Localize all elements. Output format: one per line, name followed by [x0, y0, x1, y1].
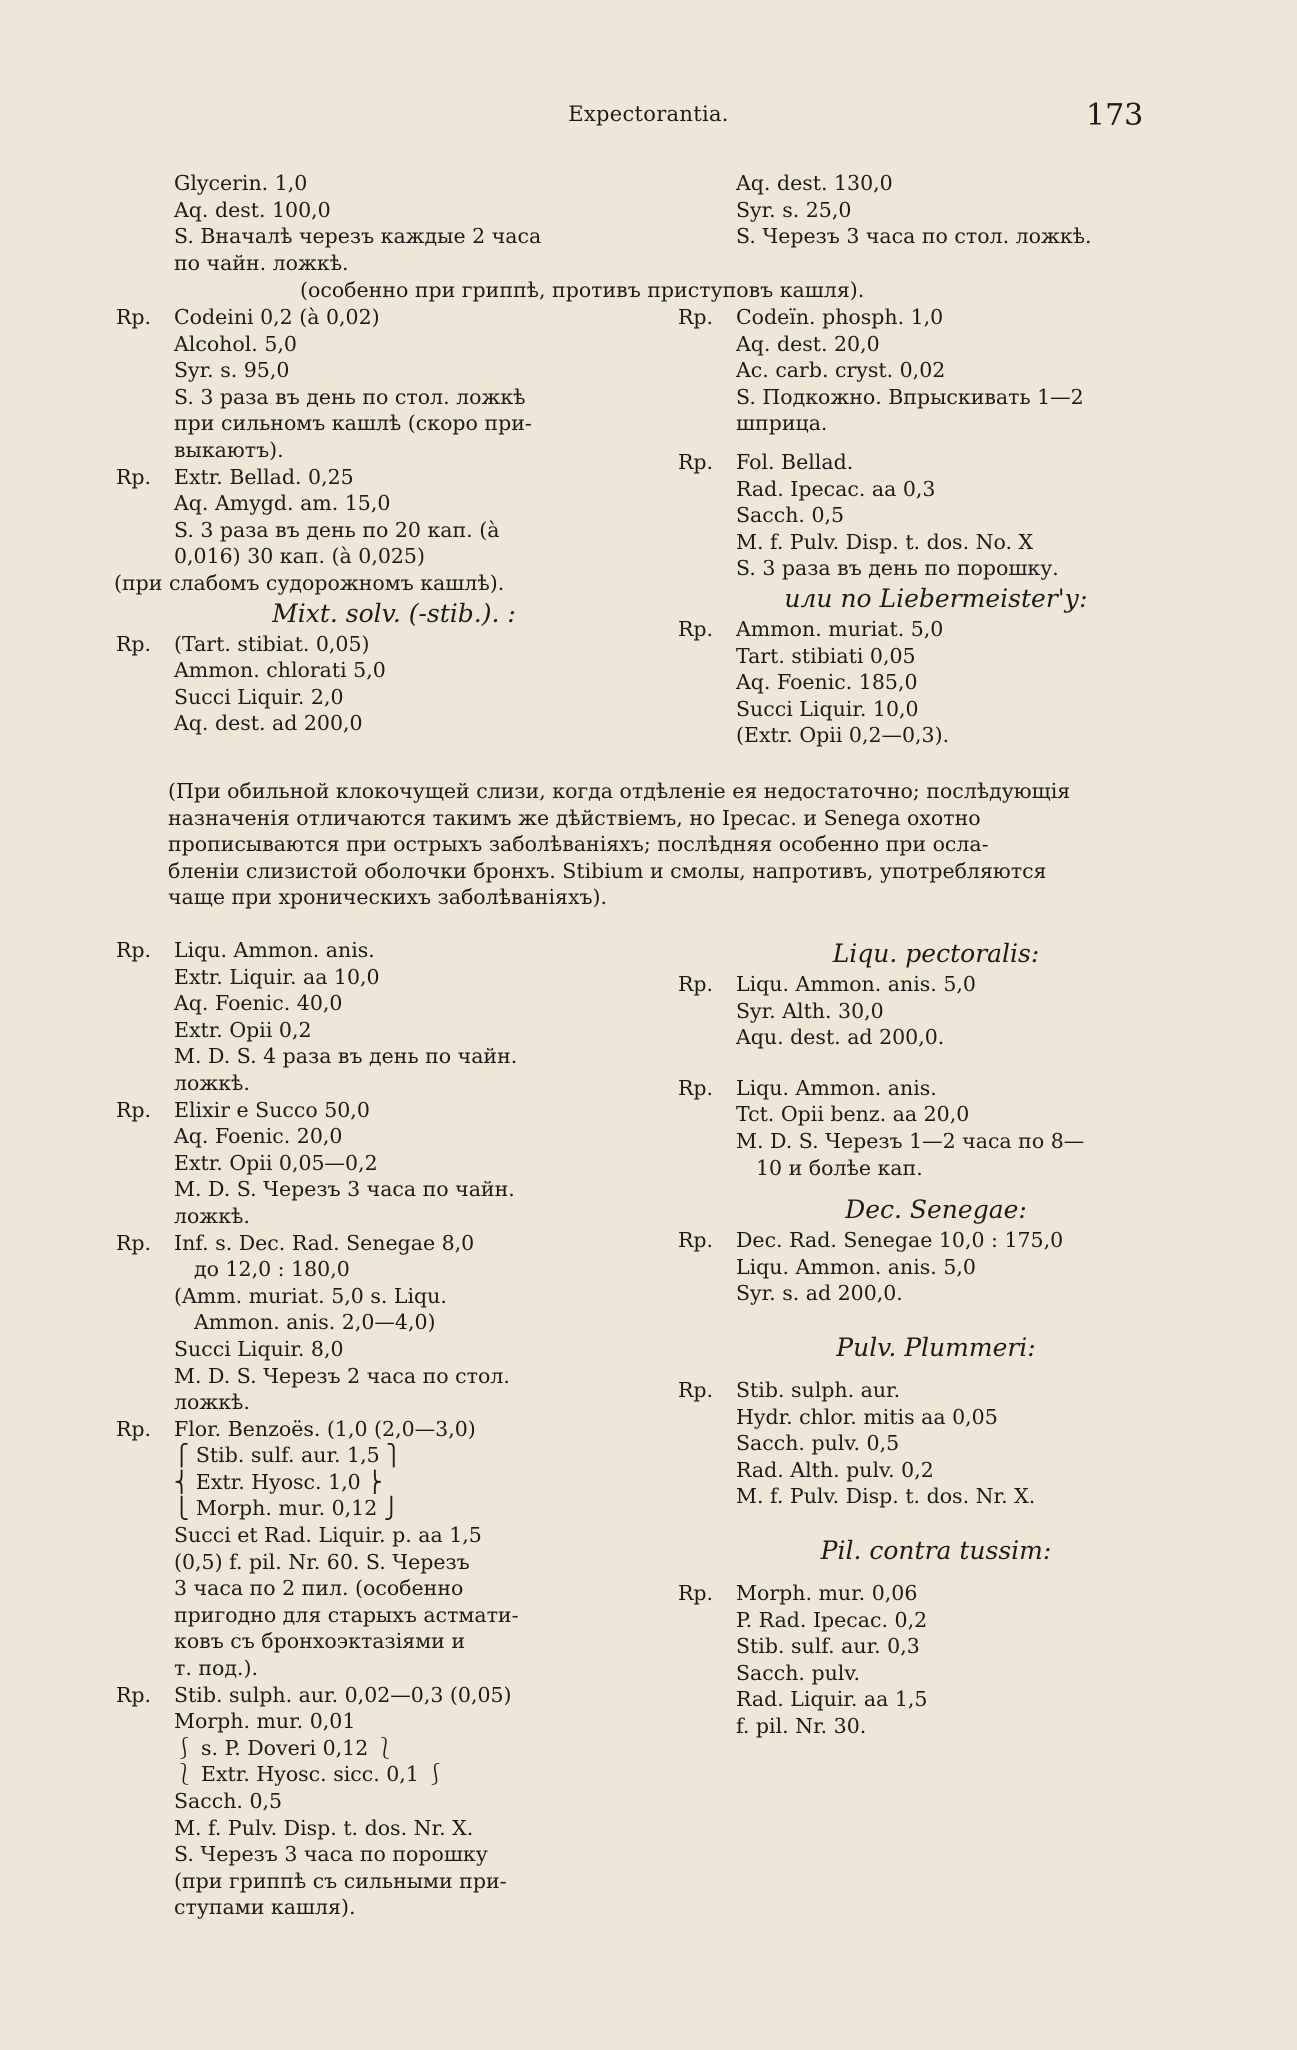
recipe-line: Succi et Rad. Liquir. p. aa 1,5 — [174, 1523, 482, 1548]
rp-label: Rp. — [678, 305, 714, 329]
recipe-line: Tct. Opii benz. aa 20,0 — [736, 1102, 970, 1127]
recipe-line: ⎨ Extr. Hyosc. 1,0 ⎬ — [174, 1469, 383, 1494]
recipe-line: Syr. s. ad 200,0. — [736, 1281, 903, 1306]
recipe-line: Syr. s. 25,0 — [736, 197, 852, 222]
recipe-text: Dec. Rad. Senegae 10,0 : 175,0 — [736, 1228, 1064, 1253]
recipe-line: M. f. Pulv. Disp. t. dos. No. X — [736, 529, 1034, 554]
recipe-line: ложкѣ. — [174, 1203, 250, 1228]
blank-spacer — [676, 1181, 1196, 1193]
recipe-text: Morph. mur. 0,06 — [736, 1580, 918, 1605]
recipe-line: ⎩ Morph. mur. 0,12 ⎭ — [174, 1496, 400, 1521]
recipe-line: т. под.). — [174, 1656, 259, 1681]
recipe-line: P. Rad. Ipecac. 0,2 — [736, 1607, 928, 1632]
blank-spacer — [676, 1510, 1196, 1522]
section-heading: Pil. contra tussim: — [820, 1535, 1052, 1565]
recipe-line: ступами кашля). — [174, 1895, 356, 1920]
recipe-line: ковъ съ бронхоэктазіями и — [174, 1629, 465, 1654]
blank-spacer — [676, 1063, 1196, 1075]
recipe-line: (Extr. Opii 0,2—0,3). — [736, 723, 950, 748]
blank-spacer — [676, 1319, 1196, 1331]
recipe-line: Sacch. pulv. 0,5 — [736, 1431, 900, 1456]
recipe-start-line — [676, 1580, 1196, 1607]
blank-spacer — [676, 1051, 1196, 1063]
recipe-line: Aq. dest. 20,0 — [736, 331, 880, 356]
recipe-line: Aqu. dest. ad 200,0. — [736, 1025, 945, 1050]
recipe-line: S. Подкожно. Впрыскивать 1—2 — [736, 384, 1084, 409]
rp-label: Rp. — [678, 972, 714, 996]
recipe-line: Aq. Foenic. 40,0 — [174, 991, 343, 1016]
recipe-line: Aq. Amygd. am. 15,0 — [174, 491, 391, 516]
recipe-line: Aq. Foenic. 185,0 — [736, 670, 918, 695]
recipe-line: выкаютъ). — [174, 437, 284, 462]
recipe-start-line — [676, 1075, 1196, 1102]
recipe-line: ложкѣ. — [174, 1390, 250, 1415]
section-heading: Liqu. pectoralis: — [832, 939, 1040, 968]
paragraph-line: бленіи слизистой оболочки бронхъ. Stibium и смолы, напротивъ, употребляются — [168, 858, 1047, 883]
rp-label: Rp. — [116, 1416, 152, 1441]
recipe-line: M. D. S. Черезъ 2 часа по стол. — [174, 1363, 510, 1388]
recipe-start-line — [114, 1682, 674, 1709]
recipe-line: S. 3 раза въ день по 20 кап. (à — [174, 517, 500, 542]
recipe-line: (Amm. muriat. 5,0 s. Liqu. — [174, 1283, 447, 1308]
rp-label: Rp. — [678, 616, 714, 641]
bottom-left-column — [114, 937, 674, 1921]
middle-left-column — [114, 304, 674, 737]
recipe-line: M. D. S. Черезъ 3 часа по чайн. — [174, 1177, 515, 1202]
recipe-text: Inf. s. Dec. Rad. Senegae 8,0 — [174, 1230, 475, 1255]
recipe-line: ⎱ Extr. Hyosc. sicc. 0,1 ⎰ — [174, 1762, 446, 1787]
section-heading: Dec. Senegae: — [845, 1195, 1027, 1225]
recipe-start-line — [676, 1227, 1196, 1254]
rp-label: Rp. — [116, 1097, 152, 1122]
bottom-right-column — [676, 937, 1196, 1739]
recipe-line: Sacch. 0,5 — [174, 1789, 283, 1813]
commentary-paragraph — [168, 778, 1070, 911]
recipe-line: Syr. Alth. 30,0 — [736, 998, 884, 1023]
section-heading: Mixt. solv. (-stib.). : — [272, 598, 516, 628]
recipe-text: Fol. Bellad. — [736, 449, 854, 474]
recipe-start-line — [114, 464, 674, 491]
recipe-line: Extr. Opii 0,2 — [174, 1017, 312, 1042]
recipe-line: Ammon. anis. 2,0—4,0) — [194, 1310, 436, 1335]
recipe-text: Ammon. muriat. 5,0 — [736, 616, 944, 641]
blank-spacer — [676, 1307, 1196, 1319]
rp-label: Rp. — [678, 1377, 714, 1402]
recipe-text: Liqu. Ammon. anis. — [736, 1075, 937, 1100]
blank-spacer — [676, 1568, 1196, 1580]
recipe-line: Alcohol. 5,0 — [174, 331, 297, 356]
recipe-line: пригодно для старыхъ астмати- — [174, 1602, 519, 1627]
recipe-start-line — [676, 304, 1196, 331]
recipe-line: 10 и болѣе кап. — [756, 1155, 923, 1180]
blank-spacer — [676, 437, 1196, 449]
middle-right-column — [676, 304, 1196, 749]
blank-spacer — [676, 1365, 1196, 1377]
recipe-line: Morph. mur. 0,01 — [174, 1709, 356, 1734]
recipe-line: (при гриппѣ съ сильными при- — [174, 1868, 507, 1893]
rp-label: Rp. — [678, 449, 714, 474]
section-heading: Pulv. Plummeri: — [836, 1332, 1036, 1362]
top-right-recipe — [676, 170, 1196, 250]
recipe-start-line — [114, 1416, 674, 1443]
rp-label: Rp. — [678, 1228, 714, 1253]
recipe-text: Liqu. Ammon. anis. 5,0 — [736, 972, 976, 996]
recipe-line: S. Черезъ 3 часа по стол. ложкѣ. — [736, 224, 1092, 249]
recipe-line: M. D. S. Черезъ 1—2 часа по 8— — [736, 1128, 1085, 1153]
recipe-line: Aq. dest. ad 200,0 — [174, 711, 363, 736]
recipe-line: S. 3 раза въ день по порошку. — [736, 556, 1059, 581]
recipe-line: M. D. S. 4 раза въ день по чайн. — [174, 1044, 518, 1069]
recipe-start-line — [676, 616, 1196, 643]
recipe-line: S. Вначалѣ черезъ каждые 2 часа — [174, 224, 542, 249]
paragraph-line: чаще при хроническихъ заболѣваніяхъ). — [168, 885, 608, 910]
recipe-start-line — [114, 937, 674, 964]
recipe-line: Extr. Liquir. aa 10,0 — [174, 964, 380, 989]
recipe-line: Ammon. chlorati 5,0 — [174, 658, 386, 683]
recipe-text: Liqu. Ammon. anis. — [174, 938, 375, 962]
rp-label: Rp. — [678, 1580, 714, 1605]
recipe-line: Succi Liquir. 10,0 — [736, 696, 919, 721]
top-left-recipe — [114, 170, 674, 276]
recipe-start-line — [114, 631, 674, 658]
recipe-line: Aq. dest. 130,0 — [736, 171, 893, 195]
recipe-start-line — [676, 1377, 1196, 1404]
recipe-line: S. Черезъ 3 часа по порошку — [174, 1842, 488, 1867]
recipe-line: Syr. s. 95,0 — [174, 358, 290, 383]
blank-spacer — [676, 1522, 1196, 1534]
recipe-text: Extr. Bellad. 0,25 — [174, 464, 354, 489]
running-header: Expectorantia. — [568, 102, 729, 126]
recipe-start-line — [114, 1230, 674, 1257]
recipe-line: Extr. Opii 0,05—0,2 — [174, 1150, 378, 1175]
recipe-line: Sacch. pulv. — [736, 1660, 861, 1685]
rp-label: Rp. — [116, 1682, 152, 1707]
recipe-text: Flor. Benzoës. (1,0 (2,0—3,0) — [174, 1416, 476, 1441]
recipe-text: Codeini 0,2 (à 0,02) — [174, 305, 380, 329]
recipe-line: Aq. dest. 100,0 — [174, 197, 331, 222]
recipe-start-line — [676, 971, 1196, 998]
recipe-text: Stib. sulph. aur. — [736, 1377, 901, 1402]
rp-label: Rp. — [116, 1230, 152, 1255]
paragraph-line: назначенія отличаются такимъ же дѣйствіемъ, но Ipecac. и Senega охотно — [168, 805, 981, 830]
note-line: (особенно при гриппѣ, противъ приступовъ кашля). — [300, 278, 865, 302]
recipe-line: S. 3 раза въ день по стол. ложкѣ — [174, 384, 526, 409]
rp-label: Rp. — [116, 631, 152, 656]
recipe-line: ⎰ s. P. Doveri 0,12 ⎱ — [174, 1735, 396, 1760]
recipe-line: по чайн. ложкѣ. — [174, 250, 349, 275]
recipe-line: Ac. carb. cryst. 0,02 — [736, 358, 946, 383]
recipe-line: M. f. Pulv. Disp. t. dos. Nr. X. — [174, 1815, 474, 1840]
page-number: 173 — [1086, 98, 1144, 133]
recipe-line: 0,016) 30 кап. (à 0,025) — [174, 544, 425, 569]
recipe-line: Succi Liquir. 2,0 — [174, 684, 344, 709]
recipe-start-line — [114, 1097, 674, 1124]
recipe-text: Elixir e Succo 50,0 — [174, 1097, 370, 1122]
recipe-line: шприца. — [736, 411, 828, 436]
top-note — [300, 277, 864, 304]
recipe-line: Stib. sulf. aur. 0,3 — [736, 1634, 920, 1659]
recipe-text: Stib. sulph. aur. 0,02—0,3 (0,05) — [174, 1682, 512, 1707]
rp-label: Rp. — [116, 938, 152, 962]
recipe-line: ложкѣ. — [174, 1070, 250, 1095]
recipe-line: Sacch. 0,5 — [736, 503, 845, 528]
rp-label: Rp. — [116, 305, 152, 329]
recipe-line: Liqu. Ammon. anis. 5,0 — [736, 1254, 976, 1279]
recipe-line: f. pil. Nr. 30. — [736, 1713, 867, 1738]
recipe-line: Aq. Foenic. 20,0 — [174, 1124, 343, 1149]
recipe-line: 3 часа по 2 пил. (особенно — [174, 1576, 464, 1601]
recipe-line: при сильномъ кашлѣ (скоро при- — [174, 411, 532, 436]
recipe-line: M. f. Pulv. Disp. t. dos. Nr. X. — [736, 1484, 1036, 1509]
recipe-line: Tart. stibiati 0,05 — [736, 643, 916, 668]
rp-label: Rp. — [678, 1075, 714, 1100]
recipe-line: Rad. Ipecac. aa 0,3 — [736, 476, 936, 501]
recipe-text: Codeïn. phosph. 1,0 — [736, 305, 944, 329]
recipe-line: Glycerin. 1,0 — [174, 171, 308, 195]
recipe-line: до 12,0 : 180,0 — [194, 1257, 350, 1282]
recipe-line: (0,5) f. pil. Nr. 60. S. Черезъ — [174, 1549, 470, 1574]
rp-label: Rp. — [116, 464, 152, 489]
recipe-start-line — [114, 304, 674, 331]
recipe-text: (Tart. stibiat. 0,05) — [174, 631, 370, 656]
recipe-line: Rad. Alth. pulv. 0,2 — [736, 1457, 934, 1482]
recipe-start-line — [676, 449, 1196, 476]
recipe-line: ⎧ Stib. sulf. aur. 1,5 ⎫ — [174, 1443, 402, 1468]
recipe-line: Succi Liquir. 8,0 — [174, 1336, 344, 1361]
recipe-line: Hydr. chlor. mitis aa 0,05 — [736, 1404, 998, 1429]
paragraph-line: (При обильной клокочущей слизи, когда отдѣленіе ея недостаточно; послѣдующія — [168, 779, 1071, 803]
recipe-line: Rad. Liquir. aa 1,5 — [736, 1687, 928, 1712]
section-heading: или по Liebermeister'у: — [784, 583, 1088, 613]
paragraph-line: прописываются при острыхъ заболѣваніяхъ; послѣдняя особенно при ослa- — [168, 832, 989, 857]
recipe-note: (при слабомъ судорожномъ кашлѣ). — [114, 570, 505, 595]
